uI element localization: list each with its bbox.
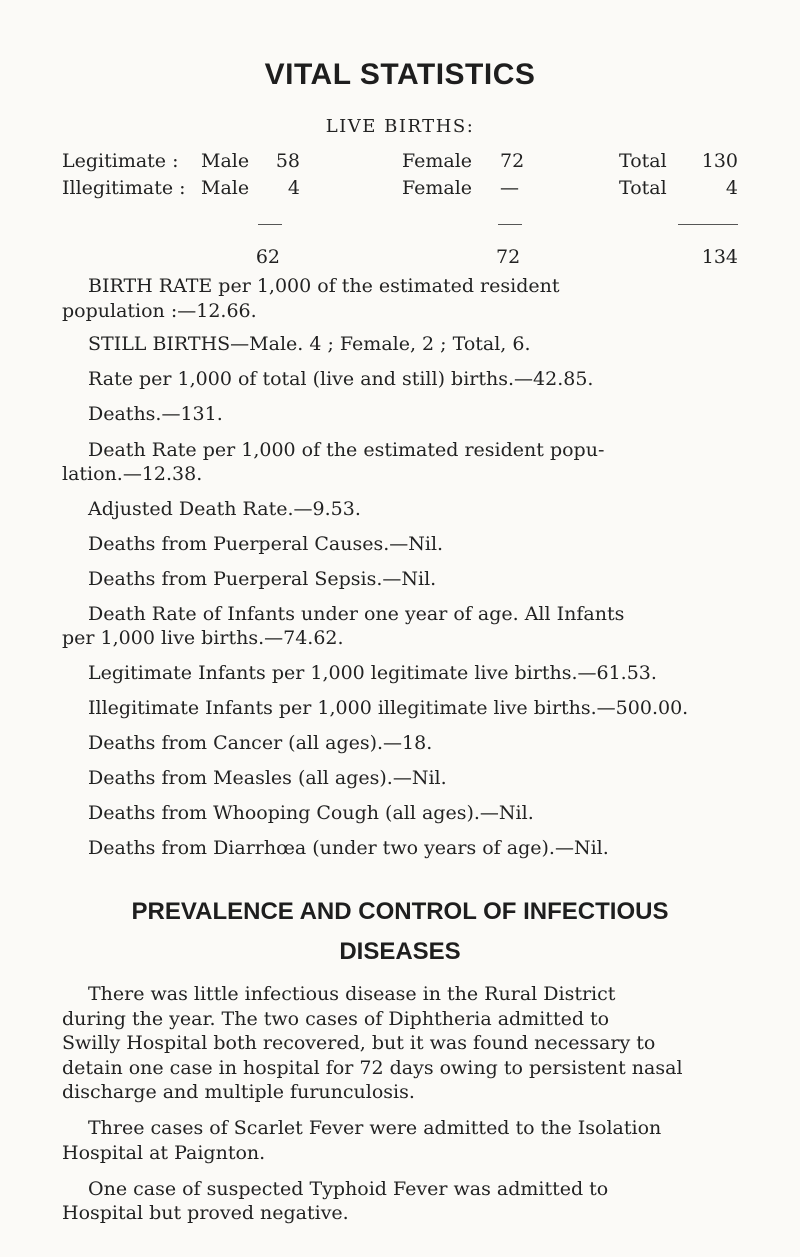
female-label: Female (402, 150, 473, 172)
puerperal-causes: Deaths from Puerperal Causes.—Nil. (88, 533, 444, 555)
male-value: 4 (287, 177, 300, 199)
paragraph-line: Swilly Hospital both recovered, but it was found necessary to (62, 1032, 656, 1054)
live-births-heading: LIVE BIRTHS: (325, 116, 475, 137)
paragraph-line: Hospital at Paignton. (62, 1142, 266, 1164)
total-label: Total (619, 177, 667, 199)
total-label: Total (619, 150, 667, 172)
puerperal-sepsis: Deaths from Puerperal Sepsis.—Nil. (88, 568, 437, 590)
paragraph-line: during the year. The two cases of Diphtheria admitted to (62, 1008, 610, 1030)
sum-rule (678, 224, 738, 225)
whooping-cough-deaths: Deaths from Whooping Cough (all ages).—Nil. (88, 802, 534, 824)
male-sum: 62 (255, 246, 280, 268)
diarrhoea-deaths: Deaths from Diarrhœa (under two years of age).—Nil. (88, 837, 609, 859)
row-label-illegitimate: Illegitimate : (62, 177, 186, 199)
female-sum: 72 (496, 246, 521, 268)
paragraph-line-p3a: One case of suspected Typhoid Fever was admitted to (88, 1178, 609, 1200)
birth-rate-line1: BIRTH RATE per 1,000 of the estimated resident (88, 275, 560, 297)
death-rate-line1: Death Rate per 1,000 of the estimated resident popu- (88, 439, 605, 461)
still-birth-rate: Rate per 1,000 of total (live and still) births.—42.85. (88, 368, 594, 390)
total-value: 130 (701, 150, 738, 172)
paragraph-line: discharge and multiple furunculosis. (62, 1081, 415, 1103)
female-label: Female (402, 177, 473, 199)
male-value: 58 (275, 150, 300, 172)
page-title: VITAL STATISTICS (264, 58, 536, 91)
illegitimate-infants: Illegitimate Infants per 1,000 illegitimate live births.—500.00. (88, 697, 689, 719)
paragraph-line: Three cases of Scarlet Fever were admitted to the Isolation (88, 1117, 662, 1139)
measles-deaths: Deaths from Measles (all ages).—Nil. (88, 767, 447, 789)
infant-rate-line2: per 1,000 live births.—74.62. (62, 627, 344, 649)
paragraph-line: There was little infectious disease in the Rural District (88, 983, 616, 1005)
still-births: STILL BIRTHS—Male. 4 ; Female, 2 ; Total, 6. (88, 333, 531, 355)
total-sum: 134 (701, 246, 738, 268)
paragraph-line-p3b: Hospital but proved negative. (62, 1202, 349, 1224)
infant-rate-line1: Death Rate of Infants under one year of age. All Infants (88, 603, 625, 625)
cancer-deaths: Deaths from Cancer (all ages).—18. (88, 732, 433, 754)
deaths-total: Deaths.—131. (88, 403, 223, 425)
legitimate-infants: Legitimate Infants per 1,000 legitimate live births.—61.53. (88, 662, 657, 684)
section-title: PREVALENCE AND CONTROL OF INFECTIOUS (131, 898, 669, 925)
male-label: Male (201, 177, 250, 199)
paragraph-line: detain one case in hospital for 72 days owing to persistent nasal (62, 1057, 683, 1079)
row-label-legitimate: Legitimate : (62, 150, 179, 172)
female-value: 72 (500, 150, 525, 172)
birth-rate-line2: population :—12.66. (62, 300, 257, 322)
sum-rule (258, 224, 282, 225)
sum-rule (498, 224, 522, 225)
adjusted-death-rate: Adjusted Death Rate.—9.53. (88, 498, 361, 520)
total-value: 4 (725, 177, 738, 199)
section-title-cont: DISEASES (339, 938, 461, 965)
male-label: Male (201, 150, 250, 172)
female-value: — (500, 177, 519, 199)
death-rate-line2: lation.—12.38. (62, 463, 203, 485)
